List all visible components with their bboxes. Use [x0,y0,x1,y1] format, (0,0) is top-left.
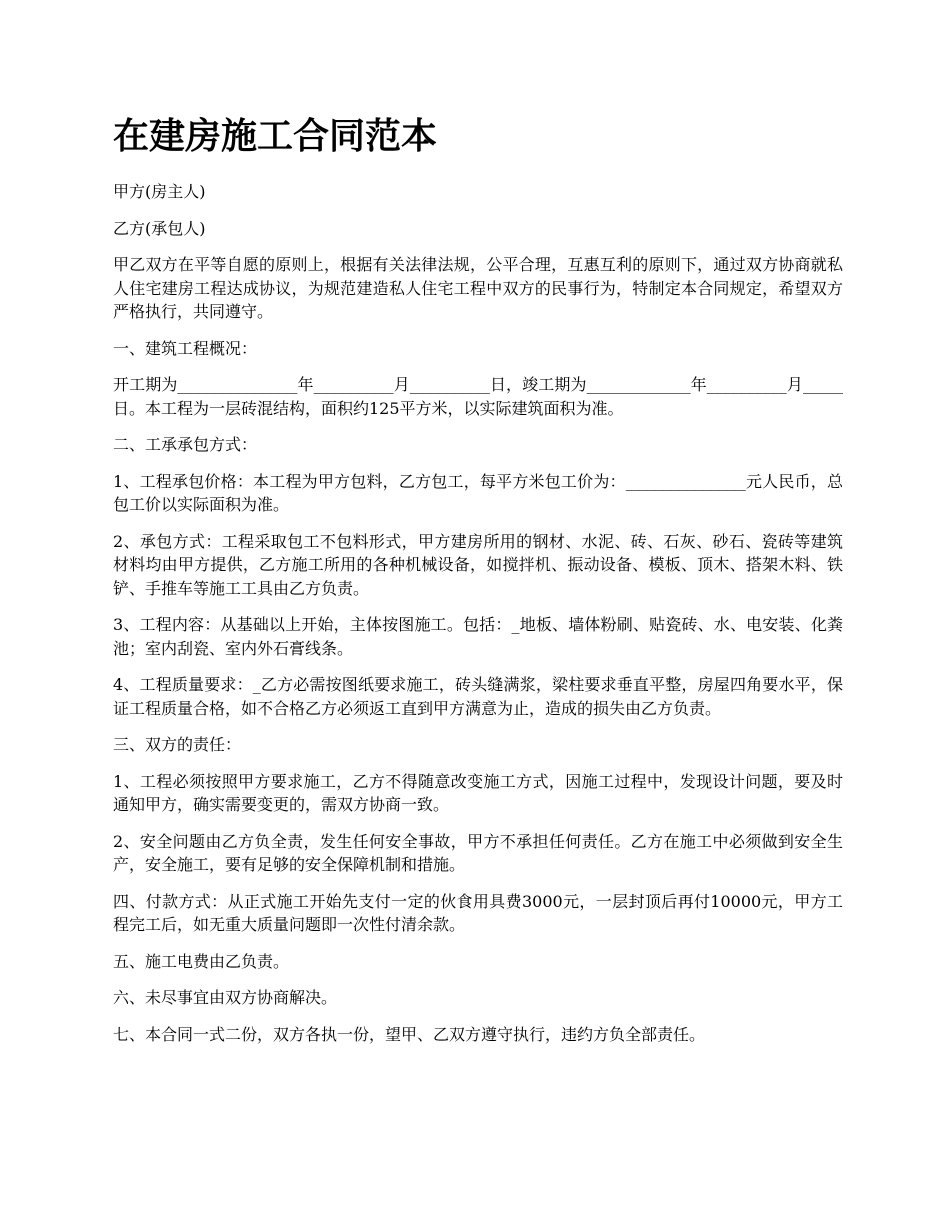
preamble-paragraph: 甲乙双方在平等自愿的原则上，根据有关法律法规，公平合理，互惠互利的原则下，通过双方协商就私人住宅建房工程达成协议，为规范建造私人住宅工程中双方的民事行为，特制定本合同规定，希望双方严格执行，共同遵守。 [113,255,843,321]
section-heading-1: 一、建筑工程概况： [113,338,258,358]
clause-work-content: 3、工程内容：从基础以上开始，主体按图施工。包括：_地板、墙体粉刷、贴瓷砖、水、电安装、化粪池；室内刮瓷、室内外石膏线条。 [113,615,843,658]
clause-quality: 4、工程质量要求：_乙方必需按图纸要求施工，砖头缝满浆，梁柱要求垂直平整，房屋四角要水平，保证工程质量合格，如不合格乙方必须返工直到甲方满意为止，造成的损失由乙方负责。 [113,675,843,718]
clause-responsibility-2: 2、安全问题由乙方负全责，发生任何安全事故，甲方不承担任何责任。乙方在施工中必须做到安全生产，安全施工，要有足够的安全保障机制和措施。 [113,831,843,874]
party-a-line: 甲方(房主人) [113,182,206,201]
clause-other-matters: 六、未尽事宜由双方协商解决。 [113,988,338,1007]
clause-copies: 七、本合同一式二份，双方各执一份，望甲、乙双方遵守执行，违约方负全部责任。 [113,1024,706,1044]
document-title: 在建房施工合同范本 [113,115,438,157]
clause-electricity: 五、施工电费由乙负责。 [113,951,290,971]
section-heading-3: 三、双方的责任： [113,735,242,754]
clause-responsibility-1: 1、工程必须按照甲方要求施工，乙方不得随意改变施工方式，因施工过程中，发现设计问题，要及时通知甲方，确实需要变更的，需双方协商一致。 [113,771,843,814]
schedule-paragraph: 开工期为_______________年__________月__________日，竣工期为_____________年__________月_____日。本工程为一层砖混结构，面积约125平方米，以实际建筑面积为准。 [113,375,843,418]
party-b-line: 乙方(承包人) [113,218,206,238]
document-body [113,180,843,1059]
clause-price: 1、工程承包价格：本工程为甲方包料，乙方包工，每平方米包工价为：_______________元人民币，总包工价以实际面积为准。 [113,471,843,514]
clause-contract-mode: 2、承包方式：工程采取包工不包料形式，甲方建房所用的钢材、水泥、砖、石灰、砂石、瓷砖等建筑材料均由甲方提供，乙方施工所用的各种机械设备，如搅拌机、振动设备、模板、顶木、搭架木料、铁铲、手推车等施工工具由乙方负责。 [113,531,843,598]
clause-payment: 四、付款方式：从正式施工开始先支付一定的伙食用具费3000元，一层封顶后再付10000元，甲方工程完工后，如无重大质量问题即一次性付清余款。 [113,891,843,934]
section-heading-2: 二、工承承包方式： [113,435,258,454]
